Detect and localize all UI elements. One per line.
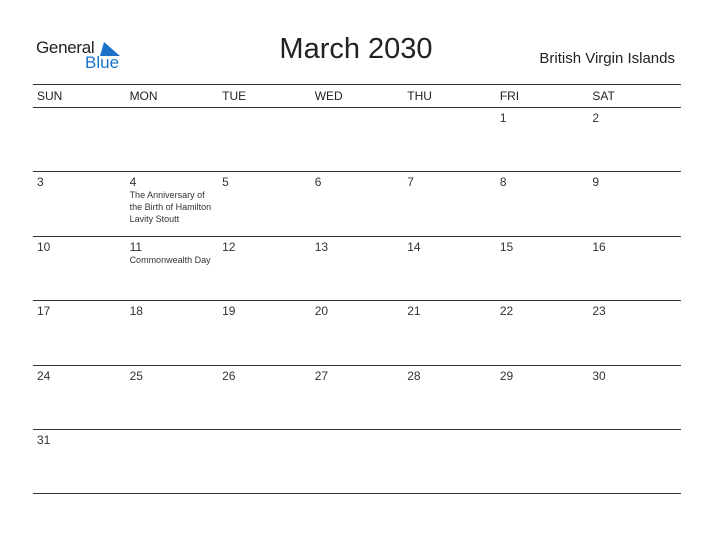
day-cell: [218, 366, 311, 429]
day-cell: [496, 366, 589, 429]
day-number: 11: [129, 239, 143, 254]
day-cell: [33, 237, 126, 300]
day-cell: [496, 430, 589, 493]
weekday-header-tue: TUE: [222, 89, 247, 103]
holiday-label: Commonwealth Day: [129, 254, 211, 265]
day-cell: [403, 108, 496, 171]
day-number: 10: [37, 239, 51, 254]
day-cell: [403, 366, 496, 429]
day-number: 26: [222, 368, 236, 383]
weekday-header-mon: MON: [129, 89, 158, 103]
day-cell: [496, 108, 589, 171]
day-number: 29: [499, 368, 514, 383]
day-cell: [588, 301, 681, 364]
weekday-header-sun: SUN: [37, 89, 63, 103]
day-cell: [403, 237, 496, 300]
week-row: [33, 430, 681, 494]
day-cell: [33, 172, 126, 235]
day-number: 22: [499, 304, 514, 319]
day-number: 24: [37, 368, 51, 383]
day-number: 23: [592, 304, 606, 319]
weekday-header-sat: SAT: [592, 89, 615, 103]
day-number: 7: [407, 175, 414, 190]
day-cell: [311, 237, 404, 300]
day-number: 13: [314, 239, 329, 254]
day-number: 8: [499, 175, 507, 190]
day-number: 25: [129, 368, 143, 383]
day-cell: [311, 301, 404, 364]
holiday-label: The Anniversary of the Birth of Hamilton Lavity Stoutt: [129, 190, 212, 225]
day-number: 20: [314, 304, 329, 319]
day-cell: [403, 301, 496, 364]
day-number: 17: [37, 304, 51, 319]
day-cell: [588, 366, 681, 429]
week-row: [33, 301, 681, 365]
weekday-header-wed: WED: [314, 89, 343, 103]
day-number: 30: [592, 368, 606, 383]
day-cell: [496, 301, 589, 364]
day-number: 31: [37, 432, 51, 447]
day-cell: [311, 108, 404, 171]
day-cell: [218, 430, 311, 493]
logo-word-blue: Blue: [85, 53, 120, 72]
weekday-header-row: [33, 84, 681, 108]
day-cell: [311, 172, 404, 235]
day-cell: [403, 172, 496, 235]
day-cell: [33, 430, 126, 493]
day-cell: [126, 301, 219, 364]
day-number: 19: [222, 304, 236, 319]
weekday-header-thu: THU: [407, 89, 432, 103]
day-cell: [33, 301, 126, 364]
day-cell: [218, 301, 311, 364]
calendar-weeks: [33, 108, 681, 494]
day-number: 18: [129, 304, 143, 319]
day-number: 28: [407, 368, 421, 383]
day-cell: [33, 366, 126, 429]
day-cell: [126, 430, 219, 493]
page-title: March 2030: [279, 33, 433, 65]
day-cell: [218, 172, 311, 235]
day-number: 16: [592, 239, 606, 254]
day-number: 1: [499, 111, 507, 125]
day-cell: [218, 108, 311, 171]
day-cell: [496, 237, 589, 300]
day-cell: [588, 108, 681, 171]
day-number: 14: [407, 239, 421, 254]
day-cell: [588, 172, 681, 235]
day-cell: [126, 366, 219, 429]
weekday-header-fri: FRI: [499, 89, 520, 103]
day-cell: [218, 237, 311, 300]
day-number: 5: [222, 175, 229, 190]
day-number: 15: [499, 239, 514, 254]
week-row: [33, 366, 681, 430]
day-number: 21: [407, 304, 421, 319]
day-cell: [311, 430, 404, 493]
day-cell: [588, 430, 681, 493]
day-cell: [588, 237, 681, 300]
day-number: 12: [222, 239, 236, 254]
day-cell: [496, 172, 589, 235]
day-number: 2: [592, 111, 600, 125]
day-number: 4: [129, 175, 137, 190]
day-number: 27: [314, 368, 329, 383]
day-number: 9: [592, 175, 600, 190]
day-cell: [126, 172, 219, 235]
day-cell: [126, 237, 219, 300]
day-number: 3: [37, 175, 44, 190]
calendar-grid: [33, 84, 681, 494]
week-row: [33, 237, 681, 301]
logo-word-general: General: [36, 38, 95, 57]
day-cell: [311, 366, 404, 429]
week-row: [33, 172, 681, 236]
day-cell: [403, 430, 496, 493]
region-label: British Virgin Islands: [539, 50, 675, 67]
day-number: 6: [314, 175, 322, 190]
day-cell: [126, 108, 219, 171]
day-cell: [33, 108, 126, 171]
week-row: [33, 108, 681, 172]
